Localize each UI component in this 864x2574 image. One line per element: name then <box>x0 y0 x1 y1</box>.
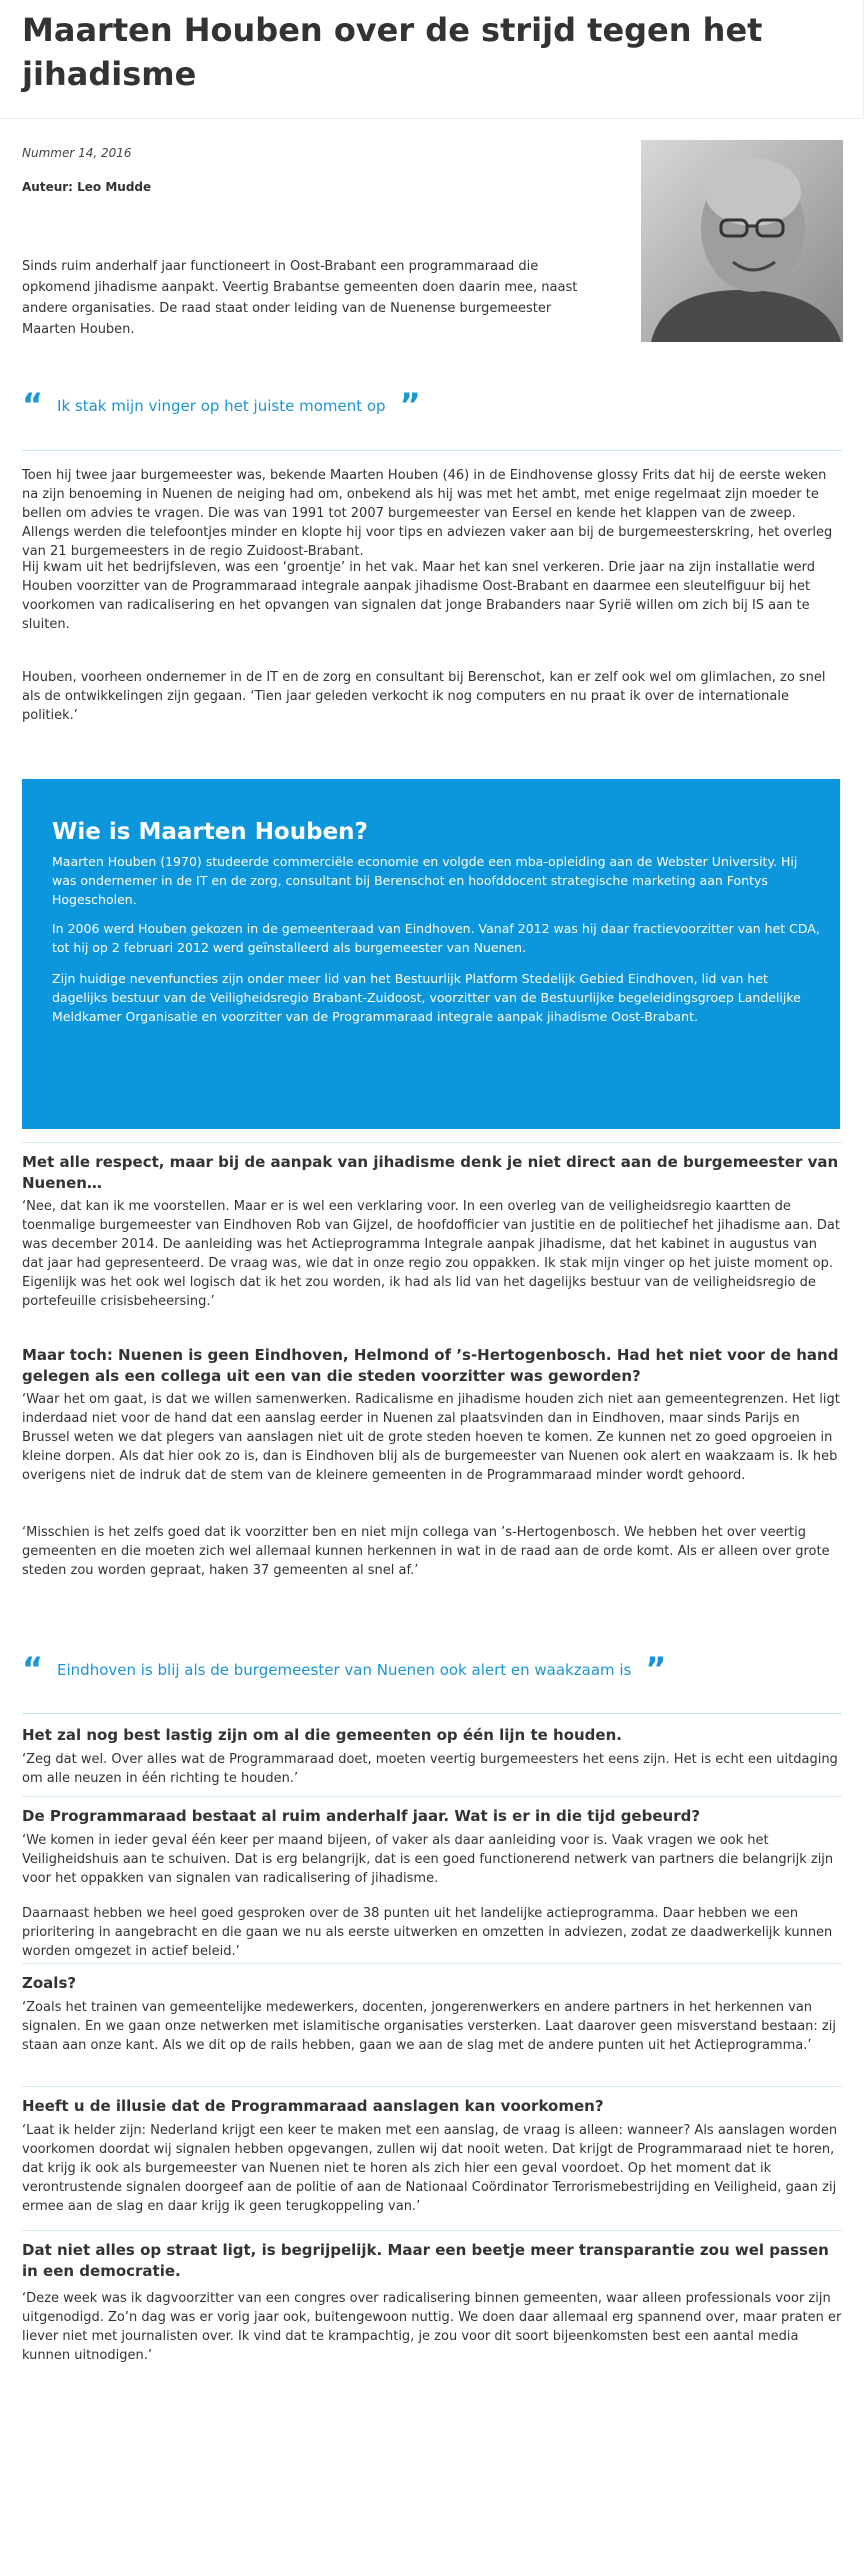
interview-question: Zoals? <box>22 1974 77 1992</box>
interview-question: Dat niet alles op straat ligt, is begrijpelijk. Maar een beetje meer transparantie zou wel passen in een democratie. <box>22 2241 829 2280</box>
infobox-paragraph: Zijn huidige nevenfuncties zijn onder meer lid van het Bestuurlijk Platform Stedelijk Gebied Eindhoven, lid van het dagelijks bestuur van de Veiligheidsregio Brabant-Zuidoost, voorzitter van de Bestuurlijke begeleidingsgroep Landelijke Meldkamer Organisatie en voorzitter van de Programmaraad integrale aanpak jihadisme Oost-Brabant. <box>52 971 801 1024</box>
close-quote-icon: ” <box>399 386 421 424</box>
article-title: Maarten Houben over de strijd tegen het jihadisme <box>22 11 763 93</box>
author-line: Auteur: Leo Mudde <box>22 180 152 194</box>
pull-quote-text: Ik stak mijn vinger op het juiste moment op <box>57 397 386 415</box>
divider <box>22 1713 842 1714</box>
divider <box>22 2230 842 2231</box>
portrait-photo <box>641 140 843 342</box>
close-quote-icon: ” <box>645 1650 667 1688</box>
body-paragraph: Toen hij twee jaar burgemeester was, bekende Maarten Houben (46) in de Eindhovense glossy Frits dat hij de eerste weken na zijn benoeming in Nuenen de neiging had om, onbekend als hij was met het ambt, met enige regelmaat zijn moeder te bellen om advies te vragen. Die was van 1991 tot 2007 burgemeester van Eersel en kende het klappen van de zweep. Allengs werden die telefoontjes minder en klopte hij voor tips en adviezen vaker aan bij de burgemeesterskring, het overleg van 21 burgemeesters in de regio Zuidoost-Brabant. <box>22 468 833 559</box>
divider <box>22 1796 842 1797</box>
infobox-paragraph: In 2006 werd Houben gekozen in de gemeenteraad van Eindhoven. Vanaf 2012 was hij daar fractievoorzitter van het CDA, tot hij op 2 februari 2012 werd geïnstalleerd als burgemeester van Nuenen. <box>52 921 820 955</box>
interview-answer: ‘Misschien is het zelfs goed dat ik voorzitter ben en niet mijn collega van ’s-Hertogenbosch. We hebben het over veertig gemeenten en die moeten zich wel allemaal kunnen herkennen in wat in de raad aan de orde komt. Als er alleen over grote steden zou worden gepraat, haken 37 gemeenten al snel af.’ <box>22 1525 830 1578</box>
interview-answer: ‘Zeg dat wel. Over alles wat de Programmaraad doet, moeten veertig burgemeesters het eens zijn. Het is echt een uitdaging om alle neuzen in één richting te houden.’ <box>22 1752 838 1786</box>
infobox-heading: Wie is Maarten Houben? <box>52 819 368 845</box>
interview-question: Het zal nog best lastig zijn om al die gemeenten op één lijn te houden. <box>22 1726 622 1744</box>
interview-answer: ‘Nee, dat kan ik me voorstellen. Maar er is wel een verklaring voor. In een overleg van de veiligheidsregio kaartten de toenmalige burgemeester van Eindhoven Rob van Gijzel, de hoofdofficier van justitie en de politiechef het jihadisme aan. Dat was december 2014. De aanleiding was het Actieprogramma Integrale aanpak jihadisme, dat het kabinet in augustus van dat jaar had gepresenteerd. De vraag was, wie dat in onze regio zou oppakken. Ik stak mijn vinger op het juiste moment op. Eigenlijk was het ook wel logisch dat ik het zou worden, ik had als lid van het dagelijks bestuur van de veiligheidsregio de portefeuille crisisbeheersing.’ <box>22 1199 840 1309</box>
interview-answer: Daarnaast hebben we heel goed gesproken over de 38 punten uit het landelijke actieprogramma. Daar hebben we een prioritering in aangebracht en die gaan we nu als eerste uitwerken en omzetten in adviezen, zodat ze daadwerkelijk kunnen worden omgezet in actief beleid.’ <box>22 1906 833 1959</box>
divider <box>22 1142 842 1143</box>
interview-answer: ‘Waar het om gaat, is dat we willen samenwerken. Radicalisme en jihadisme houden zich niet aan gemeentegrenzen. Het ligt inderdaad niet voor de hand dat een aanslag eerder in Nuenen zal plaatsvinden dan in Eindhoven, maar sinds Parijs en Brussel weten we dat plegers van aanslagen niet uit de grote steden hoeven te komen. Ze kunnen net zo goed opgroeien in kleine dorpen. Als dat hier ook zo is, dan is Eindhoven blij als de burgemeester van Nuenen ook alert en waakzaam is. Ik heb overigens niet de indruk dat de stem van de kleinere gemeenten in de Programmaraad minder wordt gehoord. <box>22 1392 840 1483</box>
interview-answer: ‘Deze week was ik dagvoorzitter van een congres over radicalisering binnen gemeenten, waar alleen professionals voor zijn uitgenodigd. Zo’n dag was er vorig jaar ook, buitengewoon nuttig. We doen daar allemaal erg spannend over, maar praten er liever niet met journalisten over. Ik vind dat te krampachtig, je zou voor dit soort bijeenkomsten best een aantal media kunnen uitnodigen.’ <box>22 2291 842 2363</box>
open-quote-icon: “ <box>22 1650 44 1688</box>
interview-answer: ‘Laat ik helder zijn: Nederland krijgt een keer te maken met een aanslag, de vraag is alleen: wanneer? Als aanslagen worden voorkomen doordat wij signalen hebben opgevangen, zullen wij dat nooit weten. Dat krijgt de Programmaraad niet te horen, dat krijg ik ook als burgemeester van Nuenen niet te horen als zich hier een geval voordoet. Op het moment dat ik verontrustende signalen doorgeef aan de politie of aan de Nationaal Coördinator Terrorismebestrijding en Veiligheid, gaan zij ermee aan de slag en daar krijg ik geen terugkoppeling van.’ <box>22 2123 838 2214</box>
interview-question: Heeft u de illusie dat de Programmaraad aanslagen kan voorkomen? <box>22 2097 604 2115</box>
portrait-illustration <box>641 140 843 342</box>
interview-answer: ‘Zoals het trainen van gemeentelijke medewerkers, docenten, jongerenwerkers en andere partners in het herkennen van signalen. En we gaan onze netwerken met islamitische organisaties versterken. Laat daarover geen misverstand bestaan: zij staan aan onze kant. Als we dit op de rails hebben, gaan we aan de slag met de andere punten uit het Actieprogramma.’ <box>22 2000 836 2053</box>
body-paragraph: Hij kwam uit het bedrijfsleven, was een ‘groentje’ in het vak. Maar het kan snel verkeren. Drie jaar na zijn installatie werd Houben voorzitter van de Programmaraad integrale aanpak jihadisme Oost-Brabant en daarmee een sleutelfiguur bij het voorkomen van radicalisering en het opvangen van signalen dat jonge Brabanders naar Syrië willen om zich bij IS aan te sluiten. <box>22 560 815 632</box>
article-intro: Sinds ruim anderhalf jaar functioneert in Oost-Brabant een programmaraad die opkomend jihadisme aanpakt. Veertig Brabantse gemeenten doen daarin mee, naast andere organisaties. De raad staat onder leiding van de Nuenense burgemeester Maarten Houben. <box>22 259 578 337</box>
interview-question: Maar toch: Nuenen is geen Eindhoven, Helmond of ’s-Hertogenbosch. Had het niet voor de hand gelegen als een collega uit een van die steden voorzitter was geworden? <box>22 1346 839 1385</box>
divider <box>22 2086 842 2087</box>
bio-infobox <box>22 779 840 1129</box>
pull-quote <box>22 1648 840 1692</box>
open-quote-icon: “ <box>22 386 44 424</box>
pull-quote <box>22 384 840 428</box>
interview-question: De Programmaraad bestaat al ruim anderhalf jaar. Wat is er in die tijd gebeurd? <box>22 1807 701 1825</box>
issue-date: Nummer 14, 2016 <box>22 146 132 160</box>
pull-quote-text: Eindhoven is blij als de burgemeester van Nuenen ook alert en waakzaam is <box>57 1661 632 1679</box>
infobox-paragraph: Maarten Houben (1970) studeerde commerciële economie en volgde een mba-opleiding aan de Webster University. Hij was ondernemer in de IT en de zorg, consultant bij Berenschot en hoofddocent strategische marketing aan Fontys Hogescholen. <box>52 854 798 907</box>
divider <box>22 1963 842 1964</box>
interview-question: Met alle respect, maar bij de aanpak van jihadisme denk je niet direct aan de burgemeester van Nuenen… <box>22 1153 839 1192</box>
body-paragraph: Houben, voorheen ondernemer in de IT en de zorg en consultant bij Berenschot, kan er zelf ook wel om glimlachen, zo snel als de ontwikkelingen zijn gegaan. ‘Tien jaar geleden verkocht ik nog computers en nu praat ik over de internationale politiek.’ <box>22 670 826 723</box>
interview-answer: ‘We komen in ieder geval één keer per maand bijeen, of vaker als daar aanleiding voor is. Vaak vragen we ook het Veiligheidshuis aan te schuiven. Dat is erg belangrijk, dat is een goed functionerend netwerk van partners die belangrijk zijn voor het oppakken van signalen van radicalisering of jihadisme. <box>22 1833 834 1886</box>
divider <box>22 450 842 451</box>
